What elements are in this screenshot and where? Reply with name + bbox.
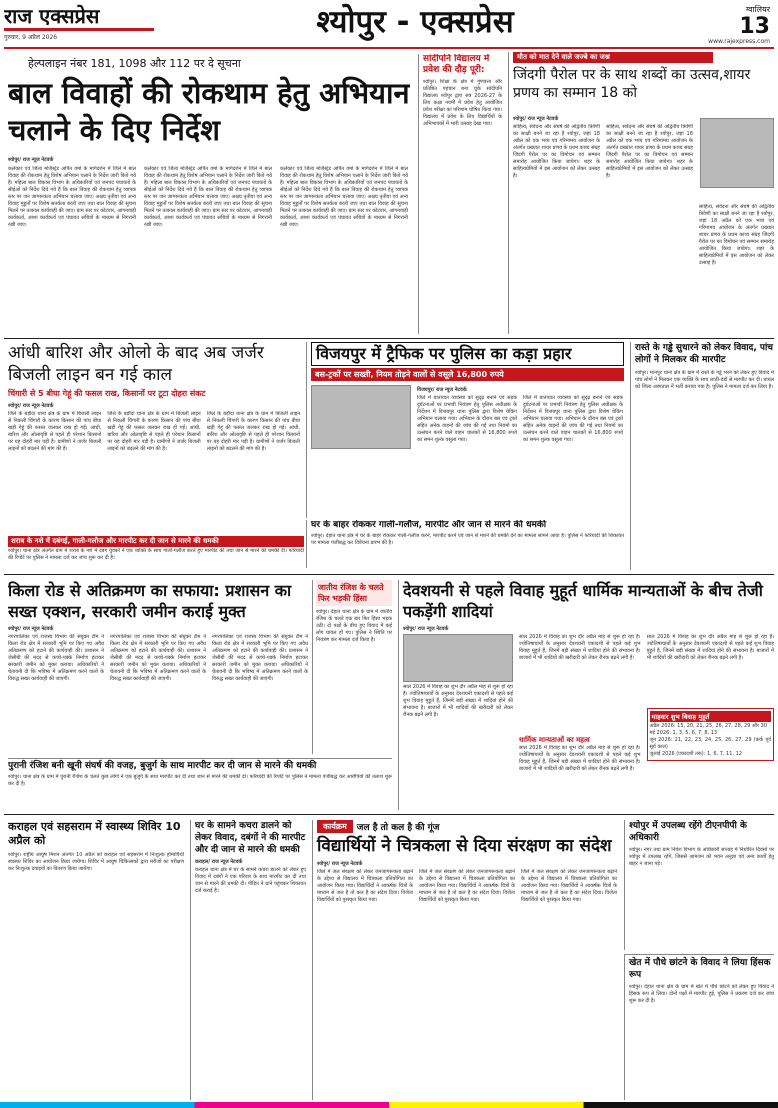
wedding-text-col1: साल 2026 में विवाह का शुभ दौर अप्रैल माह से शुरू हो रहा है। ज्योतिषाचार्यों के अनुसार देवशयनी एकादशी से पहले कई शुभ विवाह मुहूर्त हैं, जिनमें बड़ी संख्या में शादियां होने की संभावना है। बाजारों में भी शादियों की खरीदारी को लेकर रौनक बढ़ने लगी है। (403, 684, 513, 718)
art-kicker2: जल है तो कल है की गूंज (356, 823, 440, 833)
row-divider-2 (4, 574, 774, 575)
website: www.rajexpress.com (708, 38, 770, 45)
tp-story (624, 820, 774, 950)
poet-photo (700, 118, 774, 188)
strike-story (630, 342, 774, 570)
field-text: श्योपुर। देहात थाना क्षेत्र के ग्राम में खेत में पौधे छांटने को लेकर हुए विवाद ने हिंसक रूप ले लिया। दोनों पक्षों में मारपीट हुई, पुलिस ने प्रकरण दर्ज कर जांच शुरू कर दी है। (629, 984, 774, 1004)
traffic-photo (311, 385, 411, 449)
muhurat-title: माहवार शुभ विवाह मुहूर्त (650, 711, 771, 722)
wedding-photo (403, 634, 513, 682)
brand-name: राज एक्सप्रेस (4, 4, 154, 31)
attack-story (8, 758, 392, 808)
muhurat-line-3: जून 2026: 21, 22, 23, 24, 25, 26, 27, 29 (कर्क पूर्व सूर्य काल) (649, 737, 771, 750)
scuffle1-story (8, 536, 304, 568)
lead-kicker: हेल्पलाइन नंबर 181, 1098 और 112 पर दे सूचना (28, 57, 241, 70)
wedding-subhead: धार्मिक मान्यताओं का महत्व (519, 736, 590, 744)
school-headline: सांदीपनि विद्यालय में प्रवेश की दौड़ पूरी: (423, 54, 490, 75)
wedding-text-col2: साल 2026 में विवाह का शुभ दौर अप्रैल माह से शुरू हो रहा है। ज्योतिषाचार्यों के अनुसार देवशयनी एकादशी से पहले कई शुभ विवाह मुहूर्त हैं, जिनमें बड़ी संख्या में शादियां होने की संभावना है। बाजारों में भी शादियों की खरीदारी को लेकर रौनक बढ़ने लगी है। (519, 634, 641, 661)
threat-byline: कराहल/ राज न्यूज नेटवर्क (195, 859, 243, 865)
field-story (624, 954, 774, 1100)
caste-story (312, 580, 392, 754)
traffic-byline: विजयपुर/ राज न्यूज नेटवर्क (417, 387, 467, 393)
attack-headline: पुरानी रंजिश बनी खूनी संघर्ष की वजह, बुजुर्ग के साथ मारपीट कर दी जान से मारने की धमकी (8, 761, 317, 771)
lead-headline: बाल विवाहों की रोकथाम हेतु अभियान चलाने के दिए निर्देश (8, 76, 410, 147)
traffic-subhead: बस-ट्रकों पर सख्ती, नियम तोड़ने वालों से वसूले 16,800 रुपये (311, 368, 624, 381)
storm-subhead: चिंगारी से 5 बीघा गेहूं की फसल राख, किसानों पर टूटा दोहरा संकट (8, 389, 206, 398)
art-headline: विद्यार्थियों ने चित्रकला से दिया संरक्षण का संदेश (317, 836, 612, 856)
art-text-col2: जिले में जल संरक्षण को लेकर जनजागरूकता बढ़ाने के उद्देश्य से विद्यालय में चित्रकला प्रतियोगिता का आयोजन किया गया। विद्यार्थियों ने आकर्षक चित्रों के माध्यम से जल है तो कल है का संदेश दिया। विजेता विद्यार्थियों को पुरस्कृत किया गया। (419, 869, 515, 903)
tp-headline: श्योपुर में उपलब्ध रहेंगे टीएनपीपी के अधिकारी (629, 821, 747, 843)
poetry-text-col3: साहित्य, संवेदना और संघर्ष की अद्वितीय त्रिवेणी का साक्षी बनने जा रहा है श्योपुर, जहां 18 अप्रैल को एक भव्य एवं गरिमामय आयोजन के अंतर्गत प्रख्यात शायर प्रणय के प्रथम काव्य संग्रह जिंदगी पैरोल पर का विमोचन एवं सम्मान समारोह आयोजित किया जायेगा। शहर के साहित्यप्रेमियों में इस आयोजन को लेकर उत्साह है। (698, 204, 774, 266)
row-divider-1 (4, 338, 774, 339)
threat-story (190, 820, 306, 1100)
wedding-story (398, 580, 774, 810)
caste-text: श्योपुर। देहात थाना क्षेत्र के ग्राम में जातीय रंजिश के चलते एक बार फिर हिंसा भड़क उठी। दो पक्षों के बीच हुए विवाद में कई लोग घायल हो गए। पुलिस ने स्थिति पर नियंत्रण कर मामला दर्ज किया है। (316, 609, 392, 643)
threat-headline: घर के सामने कचरा डालने को लेकर विवाद, दबंगों ने की मारपीट और दी जान से मारने की धमकी (195, 821, 306, 855)
lead-text-col2: कलेक्टर एवं जिला मजिस्ट्रेट अर्पित वर्मा के मार्गदर्शन में जिले में बाल विवाह की रोकथाम हेतु विशेष अभियान चलाने के निर्देश जारी किये गये हैं। महिला बाल विकास विभाग के अधिकारियों एवं जनपद पंचायतों के सीईओ को निर्देश दिये गये हैं कि बाल विवाह की रोकथाम हेतु व्यापक स्तर पर जन जागरूकता अभियान चलाया जाए। अक्षय तृतीया एवं अन्य विवाह मुहूर्तों पर विशेष सतर्कता बरती जाए तथा बाल विवाह की सूचना मिलने पर तत्काल कार्यवाही की जाए। ग्राम स्तर पर कोटवार, आंगनवाड़ी कार्यकर्ता, आशा कार्यकर्ता एवं पंचायत सचिवों के माध्यम से निगरानी रखी जाए। (144, 166, 272, 228)
section-title: श्योपुर - एक्सप्रेस (316, 4, 514, 40)
school-story (418, 54, 502, 334)
page-number: 13 (739, 14, 770, 39)
encroach-byline: श्योपुर/ राज न्यूज नेटवर्क (8, 626, 54, 632)
storm-byline: श्योपुर/ राज न्यूज नेटवर्क (8, 403, 54, 409)
scuffle2-text: श्योपुर। देहात थाना क्षेत्र में घर के बाहर रोककर गाली-गलौज करने, मारपीट करने एवं जान से मारने की धमकी देने का मामला सामने आया है। पुलिस ने फरियादी की शिकायत पर मामला पंजीबद्ध कर विवेचना प्रारंभ की है। (311, 533, 624, 546)
storm-headline: आंधी बारिश और ओलो के बाद अब जर्जर बिजली लाइन बन गई काल (8, 343, 264, 385)
lead-text-col3: कलेक्टर एवं जिला मजिस्ट्रेट अर्पित वर्मा के मार्गदर्शन में जिले में बाल विवाह की रोकथाम हेतु विशेष अभियान चलाने के निर्देश जारी किये गये हैं। महिला बाल विकास विभाग के अधिकारियों एवं जनपद पंचायतों के सीईओ को निर्देश दिये गये हैं कि बाल विवाह की रोकथाम हेतु व्यापक स्तर पर जन जागरूकता अभियान चलाया जाए। अक्षय तृतीया एवं अन्य विवाह मुहूर्तों पर विशेष सतर्कता बरती जाए तथा बाल विवाह की सूचना मिलने पर तत्काल कार्यवाही की जाए। ग्राम स्तर पर कोटवार, आंगनवाड़ी कार्यकर्ता, आशा कार्यकर्ता एवं पंचायत सचिवों के माध्यम से निगरानी रखी जाए। (280, 166, 408, 228)
scuffle2-story (306, 520, 624, 568)
poetry-kicker: मौत को मात देने वाले जज्बे का जश्न (513, 52, 713, 63)
threat-text: कराहल थाना क्षेत्र में घर के सामने कचरा डालने को लेकर हुए विवाद में दबंगों ने एक परिवार के साथ मारपीट कर दी तथा जान से मारने की धमकी दी। पीड़ित ने थाने पहुंचकर शिकायत दर्ज कराई है। (195, 867, 306, 894)
encroach-story (8, 580, 308, 754)
strike-headline: रास्ते के गड्ढे सुधारने को लेकर विवाद, पांच लोगों ने मिलकर की मारपीट (635, 343, 774, 365)
registration-bar (0, 1102, 778, 1108)
art-kicker: कार्यक्रम (317, 820, 353, 833)
caste-headline: जातीय रंजिश के चलते फिर भड़की हिंसा (316, 580, 392, 606)
encroach-text-col3: नगरपालिका एवं राजस्व विभाग की संयुक्त टीम ने किला रोड क्षेत्र में सरकारी भूमि पर किए गए अवैध अतिक्रमण को हटाने की कार्यवाही की। प्रशासन ने जेसीबी की मदद से कच्चे-पक्के निर्माण हटाकर सरकारी जमीन को मुक्त कराया। अधिकारियों ने चेतावनी दी कि भविष्य में अतिक्रमण करने वालों के विरुद्ध सख्त कार्यवाही की जाएगी। (212, 634, 308, 682)
muhurat-box (647, 708, 774, 761)
scuffle1-headline: शराब के नशे में दबंगई, गाली-गलौज और मारपीट कर दी जान से मारने की धमकी (8, 536, 304, 547)
poetry-story (508, 52, 774, 334)
health-text: श्योपुर। राष्ट्रीय आयुष मिशन अंतर्गत 10 अप्रैल को कराहल एवं सहसराम में निःशुल्क होम्योपैथी स्वास्थ्य शिविर का आयोजन किया जायेगा। शिविर में आयुष चिकित्सकों द्वारा मरीजों का परीक्षण कर निःशुल्क दवाइयों का वितरण किया जायेगा। (8, 852, 184, 872)
poetry-text-col1: साहित्य, संवेदना और संघर्ष की अद्वितीय त्रिवेणी का साक्षी बनने जा रहा है श्योपुर, जहां 18 अप्रैल को एक भव्य एवं गरिमामय आयोजन के अंतर्गत प्रख्यात शायर प्रणय के प्रथम काव्य संग्रह जिंदगी पैरोल पर का विमोचन एवं सम्मान समारोह आयोजित किया जायेगा। शहर के साहित्यप्रेमियों में इस आयोजन को लेकर उत्साह है। (513, 124, 600, 179)
wedding-byline: श्योपुर/ राज न्यूज नेटवर्क (403, 626, 449, 632)
storm-text-col2: जिले के बड़ौदा थाना क्षेत्र के ग्राम में बिजली लाइन से निकली चिंगारी के कारण किसान की पांच बीघा खड़ी गेहूं की फसल जलकर राख हो गई। आंधी, बारिश और ओलावृष्टि से पहले ही परेशान किसानों पर यह दोहरी मार पड़ी है। ग्रामीणों ने जर्जर बिजली लाइनों को बदलने की मांग की है। (107, 411, 201, 452)
scuffle1-text: श्योपुर। थाना क्षेत्र अंतर्गत ग्राम में शराब के नशे में दबंग युवकों ने एक व्यक्ति के साथ गाली-गलौज करते हुए मारपीट की तथा जान से मारने की धमकी दी। फरियादी की रिपोर्ट पर पुलिस ने मामला दर्ज कर जांच शुरू कर दी है। (8, 548, 304, 561)
attack-text: श्योपुर। थाना क्षेत्र के ग्राम में पुरानी रंजिश के चलते कुछ लोगों ने एक बुजुर्ग के साथ मारपीट कर दी तथा जान से मारने की धमकी दी। फरियादी की रिपोर्ट पर पुलिस ने मामला पंजीबद्ध कर आरोपियों की तलाश शुरू कर दी है। (8, 774, 392, 787)
row-divider-3 (4, 814, 774, 815)
art-byline: श्योपुर/ राज न्यूज नेटवर्क (317, 861, 363, 867)
masthead-divider (4, 47, 774, 49)
art-text-col3: जिले में जल संरक्षण को लेकर जनजागरूकता बढ़ाने के उद्देश्य से विद्यालय में चित्रकला प्रतियोगिता का आयोजन किया गया। विद्यार्थियों ने आकर्षक चित्रों के माध्यम से जल है तो कल है का संदेश दिया। विजेता विद्यार्थियों को पुरस्कृत किया गया। (521, 869, 617, 903)
muhurat-line-2: मई 2026: 1, 3, 5, 6, 7, 8, 13 (649, 730, 718, 736)
poetry-headline: जिंदगी पैरोल पर के साथ शब्दों का उत्सव,शायर प्रणय का सम्मान 18 को (513, 67, 751, 101)
school-text: श्योपुर। शिक्षा के क्षेत्र में गुणवत्ता और प्रतिष्ठित पहचान बना चुके सांदीपनि विद्यालय श्योपुर द्वारा सत्र 2026-27 के लिए कक्षा नवमीं में प्रवेश हेतु आयोजित प्रवेश परीक्षा का परिणाम घोषित किया गया। विद्यालय में प्रवेश के लिए विद्यार्थियों के अभिभावकों में भारी उत्साह देखा गया। (423, 79, 502, 127)
health-story (8, 820, 184, 1100)
scuffle2-headline: घर के बाहर रोककर गाली-गलौज, मारपीट और जान से मारने की धमकी (311, 520, 547, 530)
issue-date: गुरुवार, 9 अप्रैल 2026 (4, 34, 58, 41)
wedding-text-col3: साल 2026 में विवाह का शुभ दौर अप्रैल माह से शुरू हो रहा है। ज्योतिषाचार्यों के अनुसार देवशयनी एकादशी से पहले कई शुभ विवाह मुहूर्त हैं, जिनमें बड़ी संख्या में शादियां होने की संभावना है। बाजारों में भी शादियों की खरीदारी को लेकर रौनक बढ़ने लगी है। (646, 634, 774, 661)
poetry-byline: श्योपुर/ राज न्यूज नेटवर्क (513, 116, 559, 122)
art-text-col1: जिले में जल संरक्षण को लेकर जनजागरूकता बढ़ाने के उद्देश्य से विद्यालय में चित्रकला प्रतियोगिता का आयोजन किया गया। विद्यार्थियों ने आकर्षक चित्रों के माध्यम से जल है तो कल है का संदेश दिया। विजेता विद्यार्थियों को पुरस्कृत किया गया। (317, 869, 413, 903)
wedding-headline: देवशयनी से पहले विवाह मुहूर्त धार्मिक मान्यताओं के बीच तेजी पकड़ेंगी शादियां (403, 581, 763, 621)
muhurat-line-4: जुलाई 2026 (एकादशी तक): 1, 6, 7, 11, 12 (649, 751, 742, 757)
storm-text-col3: जिले के बड़ौदा थाना क्षेत्र के ग्राम में बिजली लाइन से निकली चिंगारी के कारण किसान की पांच बीघा खड़ी गेहूं की फसल जलकर राख हो गई। आंधी, बारिश और ओलावृष्टि से पहले ही परेशान किसानों पर यह दोहरी मार पड़ी है। ग्रामीणों ने जर्जर बिजली लाइनों को बदलने की मांग की है। (206, 411, 300, 452)
lead-byline: श्योपुर/ राज न्यूज नेटवर्क (8, 157, 54, 163)
traffic-text-col2: जिले में यातायात व्यवस्था को सुदृढ़ बनाने एवं सड़क दुर्घटनाओं पर प्रभावी नियंत्रण हेतु पुलिस अधीक्षक के निर्देशन में विजयपुर थाना पुलिस द्वारा विशेष चेकिंग अभियान चलाया गया। अभियान के दौरान बस एवं ट्रकों सहित अनेक वाहनों की जांच की गई तथा नियमों का उल्लंघन करने वाले वाहन चालकों से 16,800 रुपये का समन शुल्क वसूला गया। (523, 395, 623, 443)
strike-text: श्योपुर। मानपुर थाना क्षेत्र के ग्राम में रास्ते के गड्ढे भरने को लेकर हुए विवाद में पांच लोगों ने मिलकर एक व्यक्ति के साथ लाठी-डंडों से मारपीट कर दी। घायल को जिला अस्पताल में भर्ती कराया गया है। पुलिस ने मामला दर्ज कर लिया है। (635, 370, 774, 390)
encroach-text-col2: नगरपालिका एवं राजस्व विभाग की संयुक्त टीम ने किला रोड क्षेत्र में सरकारी भूमि पर किए गए अवैध अतिक्रमण को हटाने की कार्यवाही की। प्रशासन ने जेसीबी की मदद से कच्चे-पक्के निर्माण हटाकर सरकारी जमीन को मुक्त कराया। अधिकारियों ने चेतावनी दी कि भविष्य में अतिक्रमण करने वालों के विरुद्ध सख्त कार्यवाही की जाएगी। (110, 634, 206, 682)
field-headline: खेत में पौधे छांटने के विवाद ने लिया हिंसक रूप (629, 958, 771, 980)
traffic-story (306, 342, 624, 518)
lead-text-col1: कलेक्टर एवं जिला मजिस्ट्रेट अर्पित वर्मा के मार्गदर्शन में जिले में बाल विवाह की रोकथाम हेतु विशेष अभियान चलाने के निर्देश जारी किये गये हैं। महिला बाल विकास विभाग के अधिकारियों एवं जनपद पंचायतों के सीईओ को निर्देश दिये गये हैं कि बाल विवाह की रोकथाम हेतु व्यापक स्तर पर जन जागरूकता अभियान चलाया जाए। अक्षय तृतीया एवं अन्य विवाह मुहूर्तों पर विशेष सतर्कता बरती जाए तथा बाल विवाह की सूचना मिलने पर तत्काल कार्यवाही की जाए। ग्राम स्तर पर कोटवार, आंगनवाड़ी कार्यकर्ता, आशा कार्यकर्ता एवं पंचायत सचिवों के माध्यम से निगरानी रखी जाए। (8, 166, 136, 228)
poetry-text-col2: साहित्य, संवेदना और संघर्ष की अद्वितीय त्रिवेणी का साक्षी बनने जा रहा है श्योपुर, जहां 18 अप्रैल को एक भव्य एवं गरिमामय आयोजन के अंतर्गत प्रख्यात शायर प्रणय के प्रथम काव्य संग्रह जिंदगी पैरोल पर का विमोचन एवं सम्मान समारोह आयोजित किया जायेगा। शहर के साहित्यप्रेमियों में इस आयोजन को लेकर उत्साह है। (605, 124, 693, 179)
edition-city: ग्वालियर (745, 5, 770, 14)
masthead (0, 0, 778, 48)
lead-story (8, 54, 410, 334)
encroach-headline: किला रोड से अतिक्रमण का सफाया: प्रशासन का सख्त एक्शन, सरकारी जमीन कराई मुक्त (8, 581, 292, 621)
traffic-headline: विजयपुर में ट्रैफिक पर पुलिस का कड़ा प्रहार (311, 342, 624, 366)
muhurat-line-1: अप्रैल 2026: 15, 20, 21, 25, 26, 27, 28, 29 और 30 (649, 723, 768, 729)
brand-logo (4, 4, 154, 44)
traffic-text-col1: जिले में यातायात व्यवस्था को सुदृढ़ बनाने एवं सड़क दुर्घटनाओं पर प्रभावी नियंत्रण हेतु पुलिस अधीक्षक के निर्देशन में विजयपुर थाना पुलिस द्वारा विशेष चेकिंग अभियान चलाया गया। अभियान के दौरान बस एवं ट्रकों सहित अनेक वाहनों की जांच की गई तथा नियमों का उल्लंघन करने वाले वाहन चालकों से 16,800 रुपये का समन शुल्क वसूला गया। (417, 395, 517, 443)
encroach-text-col1: नगरपालिका एवं राजस्व विभाग की संयुक्त टीम ने किला रोड क्षेत्र में सरकारी भूमि पर किए गए अवैध अतिक्रमण को हटाने की कार्यवाही की। प्रशासन ने जेसीबी की मदद से कच्चे-पक्के निर्माण हटाकर सरकारी जमीन को मुक्त कराया। अधिकारियों ने चेतावनी दी कि भविष्य में अतिक्रमण करने वालों के विरुद्ध सख्त कार्यवाही की जाएगी। (8, 634, 104, 682)
wedding-text-col2b: साल 2026 में विवाह का शुभ दौर अप्रैल माह से शुरू हो रहा है। ज्योतिषाचार्यों के अनुसार देवशयनी एकादशी से पहले कई शुभ विवाह मुहूर्त हैं, जिनमें बड़ी संख्या में शादियां होने की संभावना है। बाजारों में भी शादियों की खरीदारी को लेकर रौनक बढ़ने लगी है। (519, 745, 641, 772)
art-story (312, 820, 618, 1100)
tp-text: श्योपुर। नगर तथा ग्राम निवेश विभाग के अधिकारी सप्ताह में निर्धारित दिवसों पर श्योपुर में उपलब्ध रहेंगे, जिससे आमजन को भवन अनुज्ञा एवं अन्य कार्यों हेतु बाहर न जाना पड़े। (629, 847, 774, 867)
storm-text-col1: जिले के बड़ौदा थाना क्षेत्र के ग्राम में बिजली लाइन से निकली चिंगारी के कारण किसान की पांच बीघा खड़ी गेहूं की फसल जलकर राख हो गई। आंधी, बारिश और ओलावृष्टि से पहले ही परेशान किसानों पर यह दोहरी मार पड़ी है। ग्रामीणों ने जर्जर बिजली लाइनों को बदलने की मांग की है। (8, 411, 102, 452)
health-headline: कराहल एवं सहसराम में स्वास्थ्य शिविर 10 अप्रैल को (8, 820, 181, 847)
